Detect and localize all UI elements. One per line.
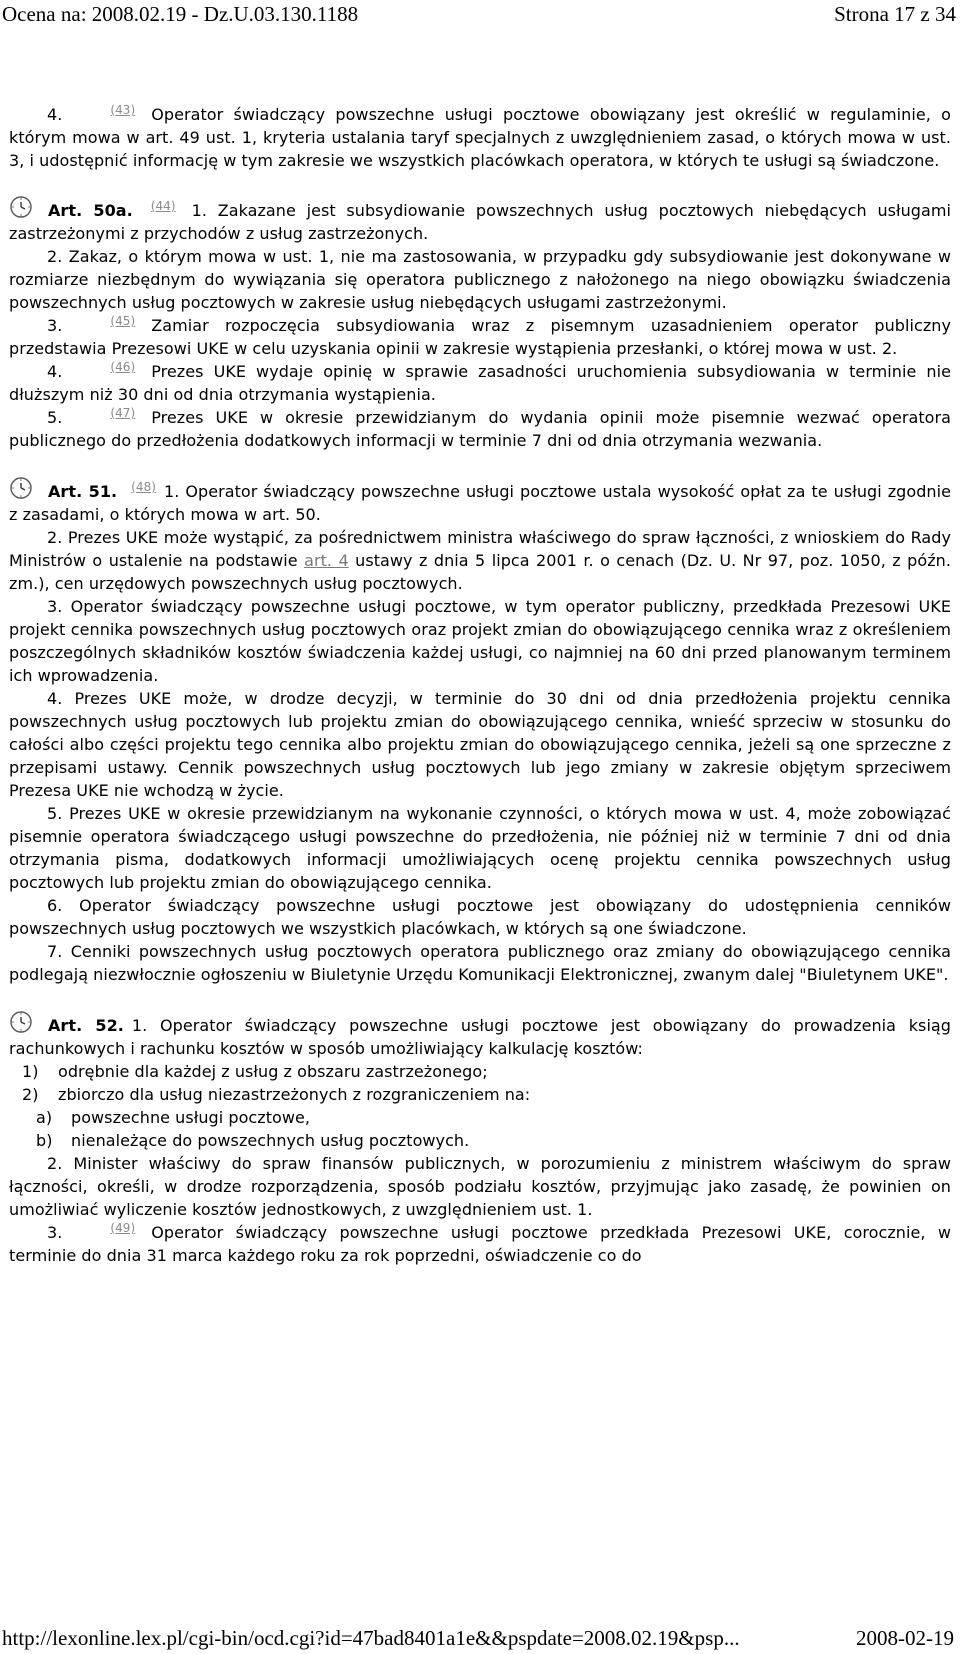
article-title: Art. 52.	[48, 1016, 124, 1035]
footnote-link[interactable]: (44)	[150, 199, 176, 213]
list-item-number: 1)	[22, 1062, 39, 1081]
list-item	[9, 1083, 951, 1106]
paragraph-number: 3.	[47, 1223, 63, 1242]
page-header	[0, 0, 960, 30]
article-51-paragraph-4: 4. Prezes UKE może, w drodze decyzji, w terminie do 30 dni od dnia przedłożenia projektu cennika powszechnych usług pocztowych lub projektu zmian do obowiązującego cennika, wnieść sprzeciw w stosunku do całości albo części projektu tego cennika albo projektu zmian do obowiązującego cennika, jeżeli są one sprzeczne z przepisami ustawy. Cennik powszechnych usług pocztowych lub jego zmiany w zakresie objętym sprzeciwem Prezesa UKE nie wchodzą w życie.	[9, 689, 951, 800]
paragraph-text: Zamiar rozpoczęcia subsydiowania wraz z pisemnym uzasadnieniem operator publiczny przedstawia Prezesowi UKE w celu uzyskania opinii w zakresie wystąpienia przesłanki, o której mowa w ust. 2.	[9, 316, 951, 358]
footnote-link[interactable]: (47)	[110, 406, 136, 420]
paragraph-number: 3.	[47, 316, 63, 335]
article-51-paragraph-5: 5. Prezes UKE w okresie przewidzianym na wykonanie czynności, o których mowa w ust. 4, może zobowiązać pisemnie operatora świadczącego usługi powszechne do przedłożenia, nie później niż w terminie 7 dni od dnia otrzymania pisma, dodatkowych informacji umożliwiających ocenę projektu cennika powszechnych usług pocztowych lub projektu zmian do obowiązującego cennika.	[9, 804, 951, 892]
sub-list-item-text: powszechne usługi pocztowe,	[71, 1108, 311, 1127]
article-51-paragraph-6: 6. Operator świadczący powszechne usługi pocztowe jest obowiązany do udostępnienia cenników powszechnych usług pocztowych we wszystkich placówkach, w których są one świadczone.	[9, 896, 951, 938]
list-item-text: zbiorczo dla usług niezastrzeżonych z rozgraniczeniem na:	[58, 1085, 531, 1104]
header-page-number: Strona 17 z 34	[834, 2, 956, 26]
paragraph-text: 1. Operator świadczący powszechne usługi pocztowe ustala wysokość opłat za te usługi zgodnie z zasadami, o których mowa w art. 50.	[9, 482, 951, 524]
list-item	[9, 1060, 951, 1083]
paragraph-text: Operator świadczący powszechne usługi pocztowe przedkłada Prezesowi UKE, corocznie, w terminie do dnia 31 marca każdego roku za rok poprzedni, oświadczenie co do	[9, 1223, 951, 1265]
sub-list-item-text: nienależące do powszechnych usług pocztowych.	[71, 1131, 470, 1150]
footnote-link[interactable]: (43)	[110, 103, 136, 117]
paragraph-number: 5.	[47, 408, 63, 427]
clock-icon[interactable]	[9, 1010, 33, 1034]
article-50a-paragraph-2: 2. Zakaz, o którym mowa w ust. 1, nie ma zastosowania, w przypadku gdy subsydiowanie jest dokonywane w rozmiarze niezbędnym do wywiązania się operatora publicznego z nałożonego na niego obowiązku świadczenia powszechnych usług pocztowych w zakresie usług niebędących usługami zastrzeżonymi.	[9, 247, 951, 312]
paragraph-number: 4.	[47, 105, 63, 124]
paragraph-text: Prezes UKE wydaje opinię w sprawie zasadności uruchomienia subsydiowania w terminie nie dłuższym niż 30 dni od dnia otrzymania wystąpienia.	[9, 362, 951, 404]
article-50a	[9, 195, 951, 452]
footnote-link[interactable]: (45)	[110, 314, 136, 328]
page-footer	[0, 1620, 960, 1654]
article-50a-paragraph-3	[9, 314, 951, 360]
article-title: Art. 50a.	[48, 201, 133, 220]
paragraph-text: 1. Zakazane jest subsydiowanie powszechnych usług pocztowych niebędących usługami zastrzeżonymi z przychodów z usług zastrzeżonych.	[9, 201, 951, 243]
paragraph-4	[9, 103, 951, 172]
article-51-paragraph-7: 7. Cenniki powszechnych usług pocztowych operatora publicznego oraz zmiany do obowiązującego cennika podlegają niezwłocznie ogłoszeniu w Biuletynie Urzędu Komunikacji Elektronicznej, zwanym dalej "Biuletynem UKE".	[9, 942, 951, 984]
paragraph-text: ustawy z dnia 5 lipca 2001 r. o cenach (Dz. U. Nr 97, poz. 1050, z późn. zm.), cen urzędowych powszechnych usług pocztowych.	[9, 551, 951, 593]
footer-url[interactable]: http://lexonline.lex.pl/cgi-bin/ocd.cgi?id=47bad8401a1e&&pspdate=2008.02.19&psp...	[2, 1626, 740, 1650]
article-title: Art. 51.	[48, 482, 118, 501]
footnote-link[interactable]: (46)	[110, 360, 136, 374]
sub-list-item-letter: a)	[36, 1108, 53, 1127]
article-50a-paragraph-1	[9, 195, 951, 245]
paragraph-text: 2. Prezes UKE może wystąpić, za pośrednictwem ministra właściwego do spraw łączności, z wnioskiem do Rady Ministrów o ustalenie na podstawie	[9, 528, 951, 570]
article-52-paragraph-1	[9, 1010, 951, 1060]
footnote-link[interactable]: (48)	[131, 480, 157, 494]
paragraph-text: Prezes UKE w okresie przewidzianym do wydania opinii może pisemnie wezwać operatora publicznego do przedłożenia dodatkowych informacji w terminie 7 dni od dnia otrzymania wezwania.	[9, 408, 951, 450]
list-item-text: odrębnie dla każdej z usług z obszaru zastrzeżonego;	[58, 1062, 488, 1081]
header-evaluation-date: Ocena na: 2008.02.19 - Dz.U.03.130.1188	[2, 2, 359, 26]
paragraph-number: 4.	[47, 362, 63, 381]
article-51	[9, 476, 951, 986]
paragraph-text: 1. Operator świadczący powszechne usługi pocztowe jest obowiązany do prowadzenia ksiąg rachunkowych i rachunku kosztów w sposób umożliwiający kalkulację kosztów:	[9, 1016, 951, 1058]
sub-list-item	[9, 1129, 951, 1152]
article-50a-paragraph-5	[9, 406, 951, 452]
clock-icon[interactable]	[9, 195, 33, 219]
article-52	[9, 1010, 951, 1267]
sub-list-item	[9, 1106, 951, 1129]
list-item-number: 2)	[22, 1085, 39, 1104]
article-51-paragraph-1	[9, 476, 951, 526]
article-51-paragraph-3: 3. Operator świadczący powszechne usługi pocztowe, w tym operator publiczny, przedkłada Prezesowi UKE projekt cennika powszechnych usług pocztowych oraz projekt zmian do obowiązującego cennika wraz z określeniem poszczególnych składników kosztów świadczenia każdej usługi, co najmniej na 60 dni przed planowanym terminem ich wprowadzenia.	[9, 597, 951, 685]
article-50a-paragraph-4	[9, 360, 951, 406]
article-51-paragraph-2	[9, 526, 951, 595]
clock-icon[interactable]	[9, 476, 33, 500]
footer-date: 2008-02-19	[856, 1626, 954, 1650]
sub-list-item-letter: b)	[36, 1131, 53, 1150]
document-body	[9, 103, 951, 1267]
footnote-link[interactable]: (49)	[110, 1221, 136, 1235]
paragraph-text: Operator świadczący powszechne usługi pocztowe obowiązany jest określić w regulaminie, o którym mowa w art. 49 ust. 1, kryteria ustalania taryf specjalnych z uwzględnieniem zasad, o których mowa w ust. 3, i udostępnić informację w tym zakresie we wszystkich placówkach operatora, w których te usługi są świadczone.	[9, 105, 951, 170]
article-52-paragraph-3	[9, 1221, 951, 1267]
article-52-paragraph-2: 2. Minister właściwy do spraw finansów publicznych, w porozumieniu z ministrem właściwym do spraw łączności, określi, w drodze rozporządzenia, sposób podziału kosztów, przyjmując jako zasadę, że powinien on umożliwiać wyliczenie kosztów jednostkowych, z uwzględnieniem ust. 1.	[9, 1154, 951, 1219]
article-link[interactable]: art. 4	[304, 551, 349, 570]
